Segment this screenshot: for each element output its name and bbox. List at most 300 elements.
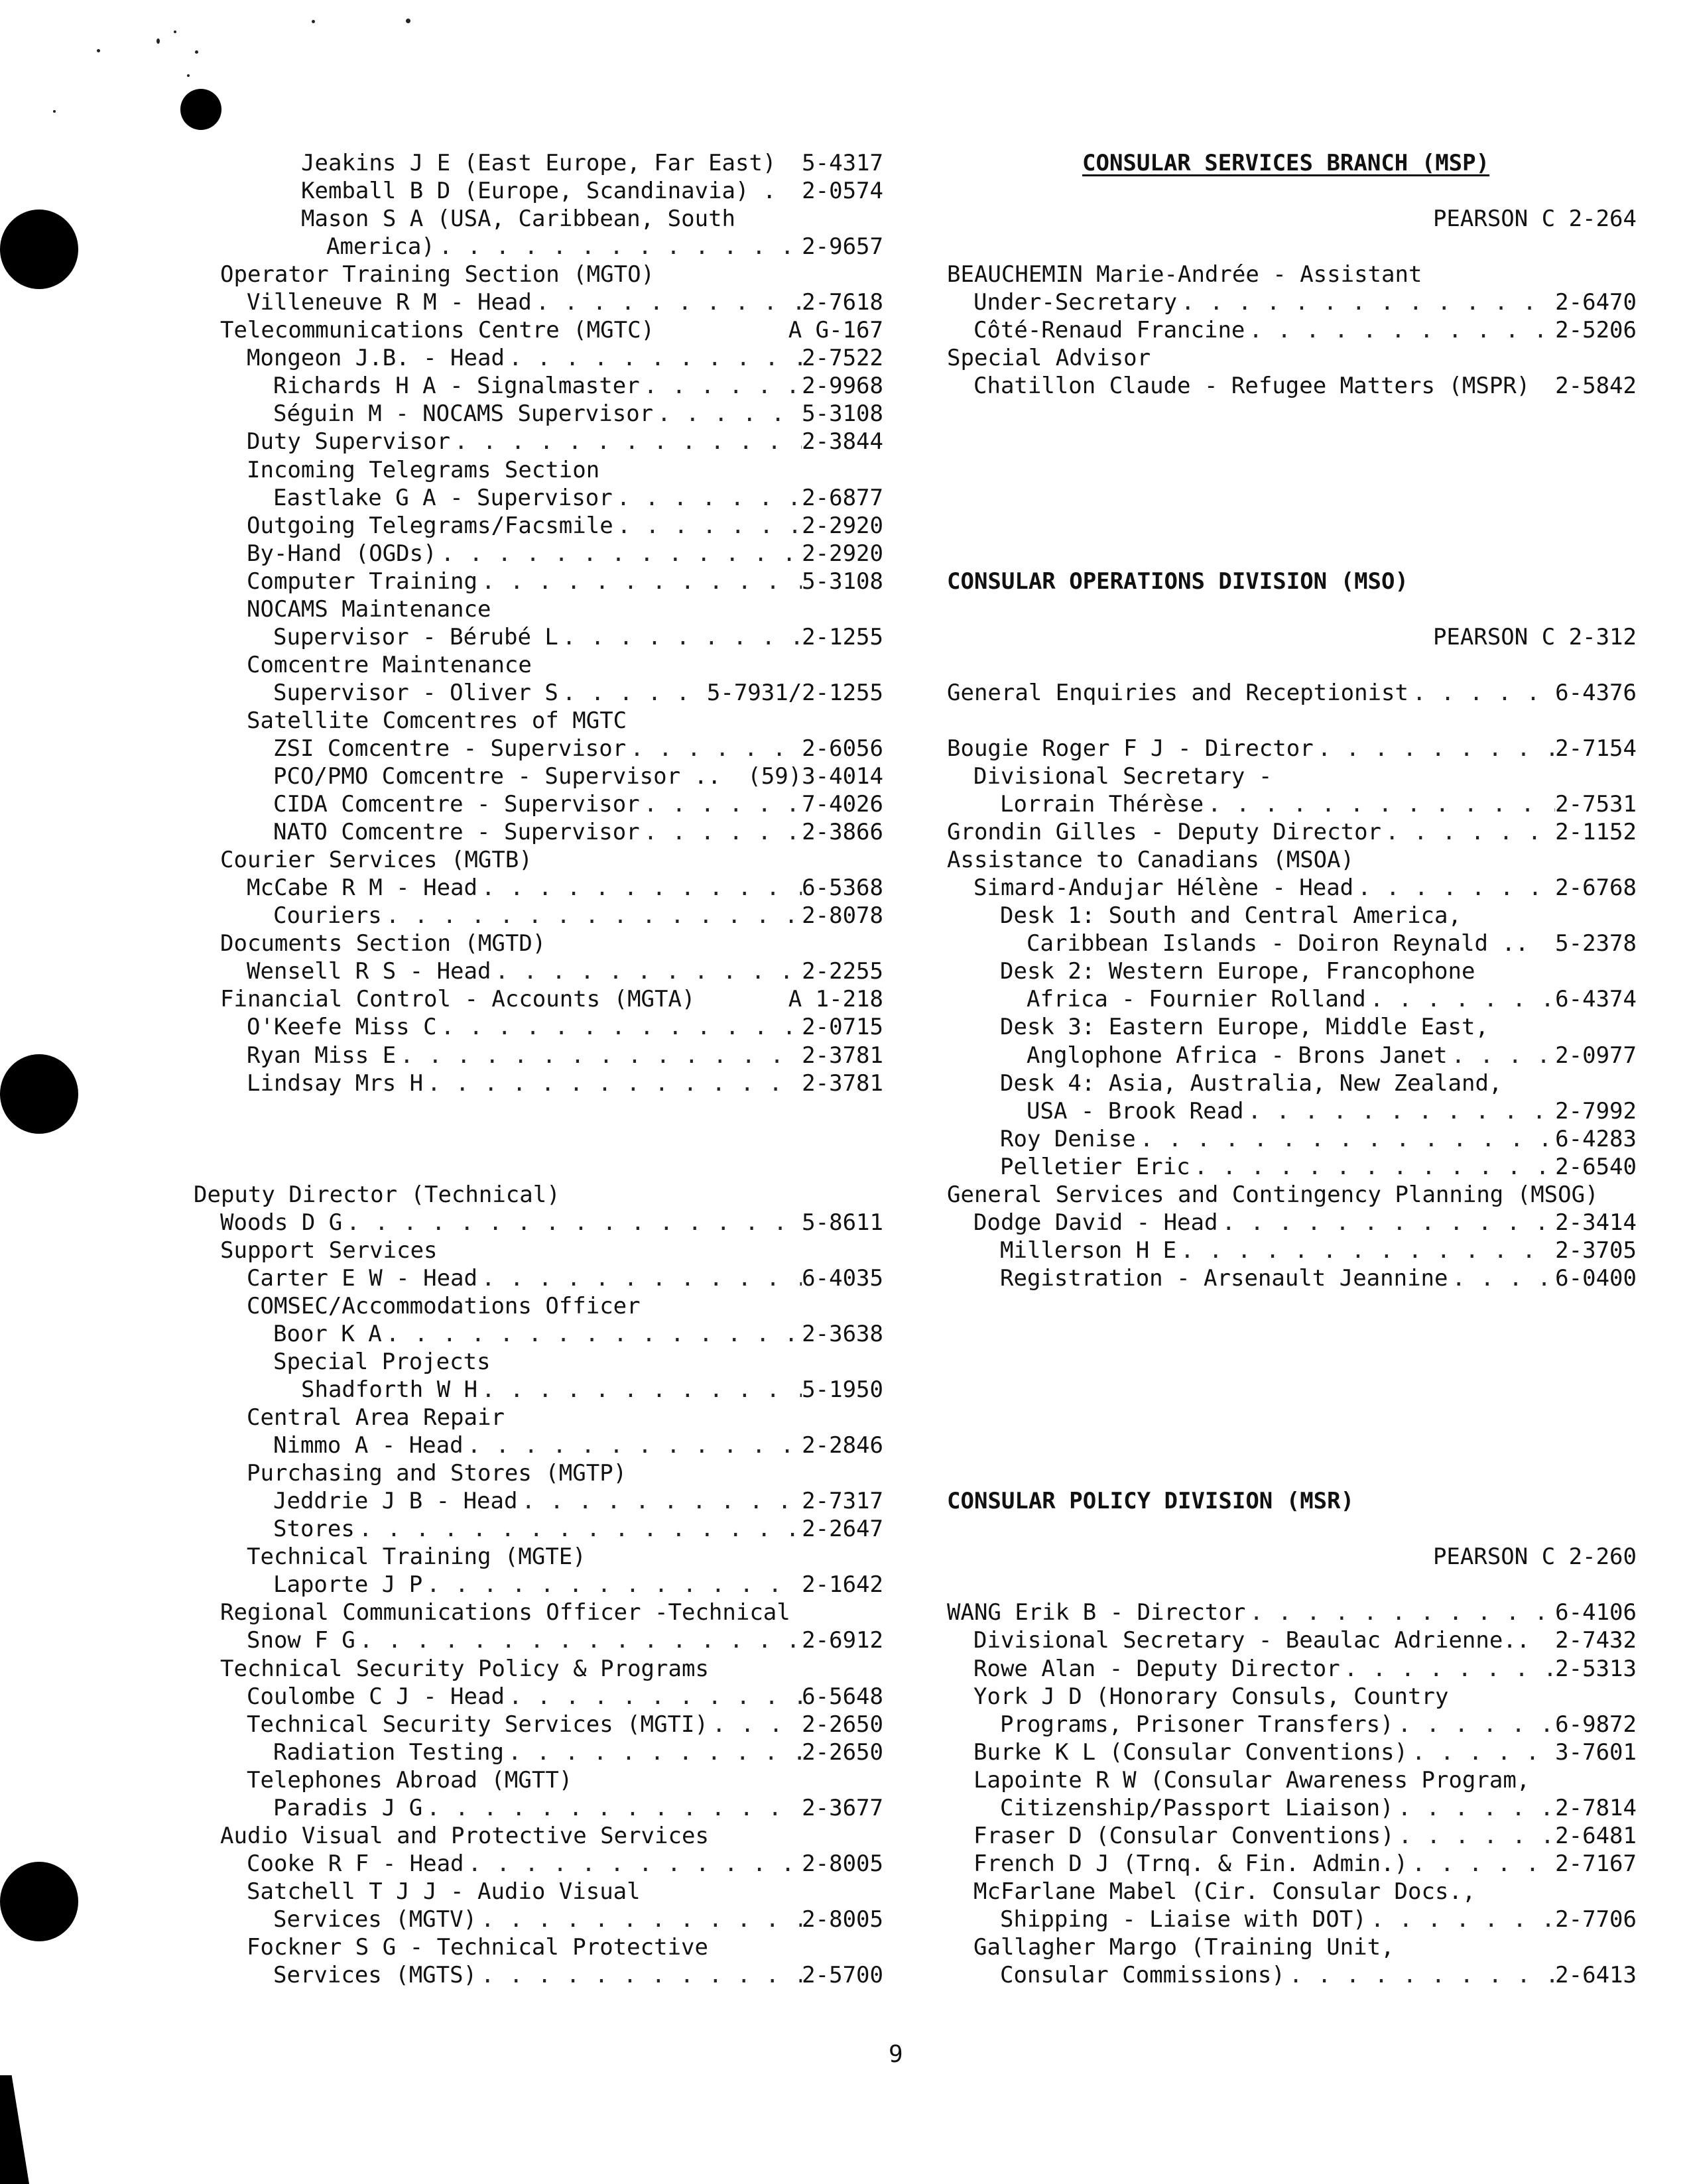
directory-entry	[947, 1154, 1637, 1182]
directory-entry	[194, 540, 883, 568]
phone-extension: 6-4283	[1555, 1125, 1637, 1152]
directory-entry	[194, 1850, 883, 1878]
entry-name: Radiation Testing	[273, 1738, 504, 1766]
dot-leader	[1218, 1209, 1555, 1236]
dot-leader	[640, 373, 802, 399]
entry-name: Mason S A (USA, Caribbean, South	[301, 206, 736, 233]
directory-entry	[947, 1795, 1637, 1823]
entry-name: Satellite Comcentres of MGTC	[247, 707, 627, 734]
dot-leader	[1408, 680, 1555, 706]
entry-name: Central Area Repair	[247, 1404, 505, 1431]
blank-line	[947, 1293, 1637, 1321]
dot-leader	[1448, 1265, 1556, 1292]
phone-extension: (59)3-4014	[747, 763, 883, 790]
directory-entry	[947, 1823, 1637, 1850]
directory-entry	[947, 1906, 1637, 1934]
directory-entry	[194, 1293, 883, 1321]
blank-line	[194, 1098, 883, 1126]
dot-leader	[558, 680, 707, 706]
phone-extension: 2-6413	[1555, 1962, 1637, 1989]
dot-leader	[1448, 1042, 1556, 1069]
dot-leader	[1353, 875, 1555, 901]
entry-name: Caribbean Islands - Doiron Reynald ..	[1027, 930, 1529, 957]
entry-name: Computer Training	[247, 568, 477, 595]
blank-line	[947, 1571, 1637, 1599]
dot-leader	[653, 400, 802, 427]
directory-entry	[194, 1432, 883, 1460]
dot-leader	[477, 1906, 802, 1933]
directory-entry	[947, 680, 1637, 707]
phone-extension: 2-2650	[802, 1711, 883, 1738]
phone-extension: 2-5700	[802, 1962, 883, 1989]
phone-extension: 2-6912	[802, 1627, 883, 1654]
phone-extension: 6-4106	[1555, 1599, 1637, 1626]
directory-entry	[194, 1516, 883, 1544]
blank-line	[947, 233, 1637, 261]
entry-name: French D J (Trnq. & Fin. Admin.)	[973, 1850, 1408, 1877]
punch-hole	[0, 1862, 78, 1941]
phone-extension: 2-0574	[802, 178, 883, 205]
directory-entry	[194, 317, 883, 345]
directory-entry	[194, 819, 883, 847]
entry-name: NOCAMS Maintenance	[247, 595, 491, 623]
directory-entry	[194, 178, 883, 206]
entry-name: Fraser D (Consular Conventions)	[973, 1822, 1395, 1849]
phone-extension: 2-8078	[802, 902, 883, 930]
directory-entry	[194, 624, 883, 652]
entry-name: Boor K A	[273, 1320, 382, 1347]
entry-name: McFarlane Mabel (Cir. Consular Docs.,	[973, 1878, 1476, 1905]
directory-entry	[947, 930, 1637, 958]
directory-entry	[947, 763, 1637, 791]
office-location-text: PEARSON C 2-312	[1432, 623, 1637, 650]
directory-entry	[947, 1014, 1637, 1042]
entry-name: By-Hand (OGDs)	[247, 540, 437, 567]
entry-name: Carter E W - Head	[247, 1264, 477, 1292]
dot-leader	[1408, 1850, 1555, 1877]
directory-entry	[194, 1767, 883, 1795]
dot-leader	[1367, 1906, 1555, 1933]
right-column	[947, 150, 1637, 1990]
entry-name: Fockner S G - Technical Protective	[247, 1934, 708, 1961]
directory-entry	[947, 791, 1637, 819]
directory-entry	[947, 1767, 1637, 1795]
phone-extension: 2-6768	[1555, 875, 1637, 902]
directory-entry	[194, 791, 883, 819]
dot-leader	[422, 1571, 802, 1598]
phone-extension: 2-3677	[802, 1794, 883, 1821]
directory-entry	[194, 261, 883, 289]
phone-extension: 3-7601	[1555, 1738, 1637, 1766]
blank-line	[947, 1321, 1637, 1349]
directory-entry	[947, 819, 1637, 847]
entry-name: Technical Training (MGTE)	[247, 1544, 586, 1571]
entry-name: Regional Communications Officer -Technical	[220, 1599, 790, 1626]
entry-name: O'Keefe Miss C	[247, 1014, 437, 1041]
left-column	[194, 150, 883, 1990]
entry-name: Programs, Prisoner Transfers)	[1000, 1711, 1394, 1738]
directory-entry	[947, 1850, 1637, 1878]
scan-speck	[53, 110, 56, 113]
phone-extension: 2-8005	[802, 1906, 883, 1933]
directory-entry	[194, 735, 883, 763]
entry-name: Duty Supervisor	[247, 428, 451, 455]
entry-name: Desk 1: South and Central America,	[1000, 902, 1462, 930]
directory-entry	[194, 400, 883, 428]
directory-entry	[194, 150, 883, 178]
directory-entry	[194, 847, 883, 875]
blank-line	[947, 1460, 1637, 1488]
phone-extension: 2-7531	[1555, 791, 1637, 818]
entry-name: Chatillon Claude - Refugee Matters (MSPR)	[973, 373, 1531, 400]
directory-entry	[194, 1237, 883, 1265]
phone-extension: 5-3108	[802, 400, 883, 428]
entry-name: Séguin M - NOCAMS Supervisor	[273, 400, 654, 428]
entry-name: Lindsay Mrs H	[247, 1069, 424, 1097]
directory-entry	[194, 233, 883, 261]
directory-entry	[947, 1098, 1637, 1126]
dot-leader	[640, 819, 802, 845]
directory-entry	[194, 1182, 883, 1209]
phone-extension: 2-7432	[1555, 1627, 1637, 1654]
phone-extension: 2-9968	[802, 373, 883, 400]
scan-speck	[406, 19, 410, 23]
phone-extension: 2-2647	[802, 1516, 883, 1543]
phone-extension: 2-6056	[802, 735, 883, 762]
dot-leader	[1245, 317, 1555, 343]
directory-entry	[194, 1349, 883, 1376]
phone-extension: 2-3844	[802, 428, 883, 455]
directory-entry	[947, 289, 1637, 317]
dot-leader	[382, 902, 802, 929]
entry-name: Outgoing Telegrams/Facsmile	[247, 512, 613, 539]
directory-entry	[194, 1571, 883, 1599]
dot-leader	[450, 428, 802, 455]
entry-name: Couriers	[273, 902, 382, 930]
scan-speck	[174, 30, 176, 33]
dot-leader	[1340, 1656, 1555, 1682]
directory-entry	[194, 1795, 883, 1823]
entry-name: Deputy Director (Technical)	[194, 1181, 560, 1208]
entry-name: Satchell T J J - Audio Visual	[247, 1878, 641, 1905]
phone-extension: 2-0715	[802, 1014, 883, 1041]
office-location-text: PEARSON C 2-264	[1432, 206, 1637, 233]
entry-name: Incoming Telegrams Section	[247, 456, 600, 483]
directory-entry	[947, 958, 1637, 986]
entry-name: Financial Control - Accounts (MGTA)	[220, 986, 696, 1013]
directory-entry	[194, 513, 883, 540]
entry-name: Kemball B D (Europe, Scandinavia) .	[301, 178, 777, 205]
directory-entry	[194, 763, 883, 791]
directory-entry	[194, 707, 883, 735]
entry-name: Services (MGTV)	[273, 1906, 477, 1933]
directory-entry	[947, 373, 1637, 400]
dot-leader	[505, 345, 802, 371]
directory-entry	[947, 986, 1637, 1014]
directory-entry	[947, 1042, 1637, 1070]
entry-name: CIDA Comcentre - Supervisor	[273, 791, 640, 818]
dot-leader	[1394, 1795, 1556, 1821]
section-heading	[947, 1488, 1637, 1516]
entry-name: Consular Commissions)	[1000, 1962, 1285, 1989]
phone-extension: 2-6877	[802, 484, 883, 511]
entry-name: Desk 4: Asia, Australia, New Zealand,	[1000, 1069, 1503, 1097]
directory-entry	[194, 1906, 883, 1934]
phone-extension: 2-1255	[802, 623, 883, 650]
directory-entry	[947, 1962, 1637, 1990]
entry-name: Wensell R S - Head	[247, 958, 491, 985]
phone-extension: 5-3108	[802, 568, 883, 595]
entry-name: Roy Denise	[1000, 1125, 1136, 1152]
phone-extension: 2-3638	[802, 1320, 883, 1347]
entry-name: Pelletier Eric	[1000, 1153, 1190, 1180]
directory-entry	[194, 1209, 883, 1237]
directory-entry	[947, 1627, 1637, 1655]
phone-extension: 2-7814	[1555, 1794, 1637, 1821]
dot-leader	[437, 540, 802, 567]
dot-leader	[708, 1711, 802, 1738]
entry-name: Technical Security Services (MGTI)	[247, 1711, 708, 1738]
directory-entry	[947, 735, 1637, 763]
phone-extension: 6-5368	[802, 875, 883, 902]
dot-leader	[464, 1850, 802, 1877]
entry-name: WANG Erik B - Director	[947, 1599, 1246, 1626]
directory-entry	[194, 1321, 883, 1349]
directory-entry	[947, 345, 1637, 373]
phone-extension: 2-1152	[1555, 819, 1637, 846]
entry-name: COMSEC/Accommodations Officer	[247, 1292, 641, 1319]
directory-entry	[194, 1711, 883, 1739]
dot-leader	[355, 1516, 802, 1542]
dot-leader	[423, 1070, 802, 1097]
entry-name: Technical Security Policy & Programs	[220, 1655, 709, 1682]
entry-name: Grondin Gilles - Deputy Director	[947, 819, 1382, 846]
directory-entry	[947, 1739, 1637, 1767]
entry-name: BEAUCHEMIN Marie-Andrée - Assistant	[947, 261, 1422, 288]
dot-leader	[626, 735, 802, 762]
dot-leader	[1408, 1739, 1555, 1766]
dot-leader	[1176, 1237, 1555, 1264]
phone-extension: 5-2378	[1555, 930, 1637, 957]
dot-leader	[558, 624, 802, 650]
dot-leader	[1245, 1599, 1555, 1626]
blank-line	[947, 1376, 1637, 1404]
entry-name: Documents Section (MGTD)	[220, 930, 546, 957]
entry-name: Purchasing and Stores (MGTP)	[247, 1460, 627, 1487]
directory-entry	[947, 1070, 1637, 1098]
dot-leader	[1136, 1126, 1555, 1152]
page-number: 9	[889, 2041, 903, 2068]
directory-entry	[947, 1209, 1637, 1237]
directory-entry	[947, 1683, 1637, 1711]
office-location	[947, 1544, 1637, 1571]
directory-entry	[194, 1934, 883, 1962]
dot-leader	[342, 1209, 802, 1236]
phone-extension: 2-7167	[1555, 1850, 1637, 1877]
dot-leader	[477, 1265, 802, 1292]
entry-name: Under-Secretary	[973, 289, 1178, 316]
entry-name: Supervisor - Bérubé L	[273, 623, 558, 650]
dot-leader	[504, 1739, 802, 1766]
directory-entry	[947, 1934, 1637, 1962]
dot-leader	[477, 875, 802, 901]
phone-extension: 2-5842	[1555, 373, 1637, 400]
phone-extension: 6-4374	[1555, 986, 1637, 1013]
entry-name: Telecommunications Centre (MGTC)	[220, 317, 655, 344]
directory-entry	[947, 1237, 1637, 1265]
blank-line	[947, 457, 1637, 485]
directory-entry	[947, 902, 1637, 930]
entry-name: Millerson H E	[1000, 1237, 1177, 1264]
phone-extension: 2-5313	[1555, 1655, 1637, 1682]
entry-name: Snow F G	[247, 1627, 355, 1654]
entry-name: Villeneuve R M - Head	[247, 289, 532, 316]
phone-extension: 7-4026	[802, 791, 883, 818]
section-heading	[947, 568, 1637, 596]
entry-name: Desk 2: Western Europe, Francophone	[1000, 958, 1475, 985]
directory-entry	[194, 345, 883, 373]
directory-entry	[947, 1126, 1637, 1154]
directory-entry	[947, 317, 1637, 345]
phone-extension: 2-3705	[1555, 1237, 1637, 1264]
dot-leader	[477, 1962, 802, 1988]
entry-name: Woods D G	[220, 1209, 343, 1236]
directory-entry	[194, 1376, 883, 1404]
entry-name: Lorrain Thérèse	[1000, 791, 1204, 818]
entry-name: Assistance to Canadians (MSOA)	[947, 847, 1355, 874]
phone-extension: 2-8005	[802, 1850, 883, 1877]
dot-leader	[396, 1042, 802, 1069]
dot-leader	[613, 513, 802, 539]
dot-leader	[1394, 1711, 1556, 1738]
entry-name: Bougie Roger F J - Director	[947, 735, 1314, 762]
entry-name: Supervisor - Oliver S	[273, 679, 558, 706]
phone-extension: 2-3781	[802, 1042, 883, 1069]
blank-line	[947, 707, 1637, 735]
section-heading-text: CONSULAR POLICY DIVISION (MSR)	[947, 1488, 1355, 1515]
dot-leader	[1204, 791, 1555, 818]
dot-leader	[1244, 1098, 1556, 1124]
punch-hole	[0, 210, 78, 289]
directory-entry	[194, 206, 883, 233]
phone-extension: 2-6540	[1555, 1153, 1637, 1180]
entry-name: Rowe Alan - Deputy Director	[973, 1655, 1340, 1682]
directory-entry	[194, 652, 883, 680]
entry-name: General Enquiries and Receptionist	[947, 679, 1408, 706]
entry-name: ZSI Comcentre - Supervisor	[273, 735, 627, 762]
entry-name: Citizenship/Passport Liaison)	[1000, 1794, 1394, 1821]
dot-leader	[517, 1488, 802, 1514]
dot-leader	[1177, 289, 1555, 316]
entry-name: Burke K L (Consular Conventions)	[973, 1738, 1408, 1766]
directory-entry	[194, 1460, 883, 1488]
phone-extension: 2-6470	[1555, 289, 1637, 316]
entry-name: PCO/PMO Comcentre - Supervisor ..	[273, 763, 721, 790]
dot-leader	[1314, 735, 1555, 762]
directory-entry	[194, 457, 883, 485]
scan-speck	[156, 38, 160, 44]
directory-entry	[947, 1182, 1637, 1209]
phone-extension: 5-7931/2-1255	[706, 679, 883, 706]
office-location-text: PEARSON C 2-260	[1432, 1544, 1637, 1571]
directory-entry	[194, 1070, 883, 1098]
entry-name: Dodge David - Head	[973, 1209, 1218, 1236]
entry-name: Special Advisor	[947, 345, 1151, 372]
directory-entry	[194, 1627, 883, 1655]
entry-name: Cooke R F - Head	[247, 1850, 464, 1877]
phone-extension: 6-4376	[1555, 679, 1637, 706]
blank-line	[947, 513, 1637, 540]
entry-name: Services (MGTS)	[273, 1962, 477, 1989]
entry-name: Special Projects	[273, 1349, 491, 1376]
section-heading-text: CONSULAR OPERATIONS DIVISION (MSO)	[947, 568, 1408, 595]
dot-leader	[464, 1432, 802, 1459]
directory-entry	[194, 1823, 883, 1850]
directory-entry	[947, 261, 1637, 289]
blank-line	[947, 540, 1637, 568]
phone-extension: 2-1642	[802, 1571, 883, 1599]
scan-speck	[97, 49, 100, 52]
entry-name: Coulombe C J - Head	[247, 1683, 505, 1710]
directory-entry	[947, 847, 1637, 875]
blank-line	[947, 1516, 1637, 1544]
directory-entry	[194, 902, 883, 930]
directory-entry	[194, 1878, 883, 1906]
directory-entry	[194, 1962, 883, 1990]
entry-name: Desk 3: Eastern Europe, Middle East,	[1000, 1014, 1489, 1041]
blank-line	[194, 1154, 883, 1182]
phone-extension: 2-2920	[802, 512, 883, 539]
blank-line	[947, 1404, 1637, 1432]
directory-entry	[194, 875, 883, 902]
dot-leader	[422, 1795, 802, 1821]
directory-entry	[194, 568, 883, 596]
dot-leader	[1190, 1154, 1556, 1180]
directory-entry	[947, 1265, 1637, 1293]
directory-entry	[194, 958, 883, 986]
directory-entry	[194, 1683, 883, 1711]
office-location	[947, 206, 1637, 233]
entry-name: Support Services	[220, 1237, 438, 1264]
scan-speck	[195, 50, 198, 54]
dot-leader	[640, 791, 802, 818]
phone-extension: 2-0977	[1555, 1042, 1637, 1069]
phone-extension: 5-1950	[802, 1376, 883, 1404]
phone-extension: 2-6481	[1555, 1822, 1637, 1849]
phone-extension: 6-9872	[1555, 1711, 1637, 1738]
entry-name: Ryan Miss E	[247, 1042, 397, 1069]
directory-entry	[194, 930, 883, 958]
phone-extension: 2-7317	[802, 1488, 883, 1515]
phone-extension: 2-7992	[1555, 1097, 1637, 1124]
dot-leader	[477, 1376, 802, 1403]
directory-entry	[947, 1878, 1637, 1906]
dot-leader	[477, 568, 802, 595]
entry-name: McCabe R M - Head	[247, 875, 477, 902]
entry-name: America)	[326, 233, 435, 261]
blank-line	[947, 652, 1637, 680]
entry-name: Shipping - Liaise with DOT)	[1000, 1906, 1367, 1933]
entry-name: Registration - Arsenault Jeannine	[1000, 1264, 1448, 1292]
directory-entry	[194, 373, 883, 400]
entry-name: General Services and Contingency Planning (MSOG)	[947, 1181, 1599, 1208]
directory-entry	[194, 1404, 883, 1432]
directory-entry	[194, 1656, 883, 1683]
blank-line	[194, 1126, 883, 1154]
phone-extension: 5-8611	[802, 1209, 883, 1236]
dot-leader	[491, 958, 802, 985]
phone-extension: 6-4035	[802, 1264, 883, 1292]
